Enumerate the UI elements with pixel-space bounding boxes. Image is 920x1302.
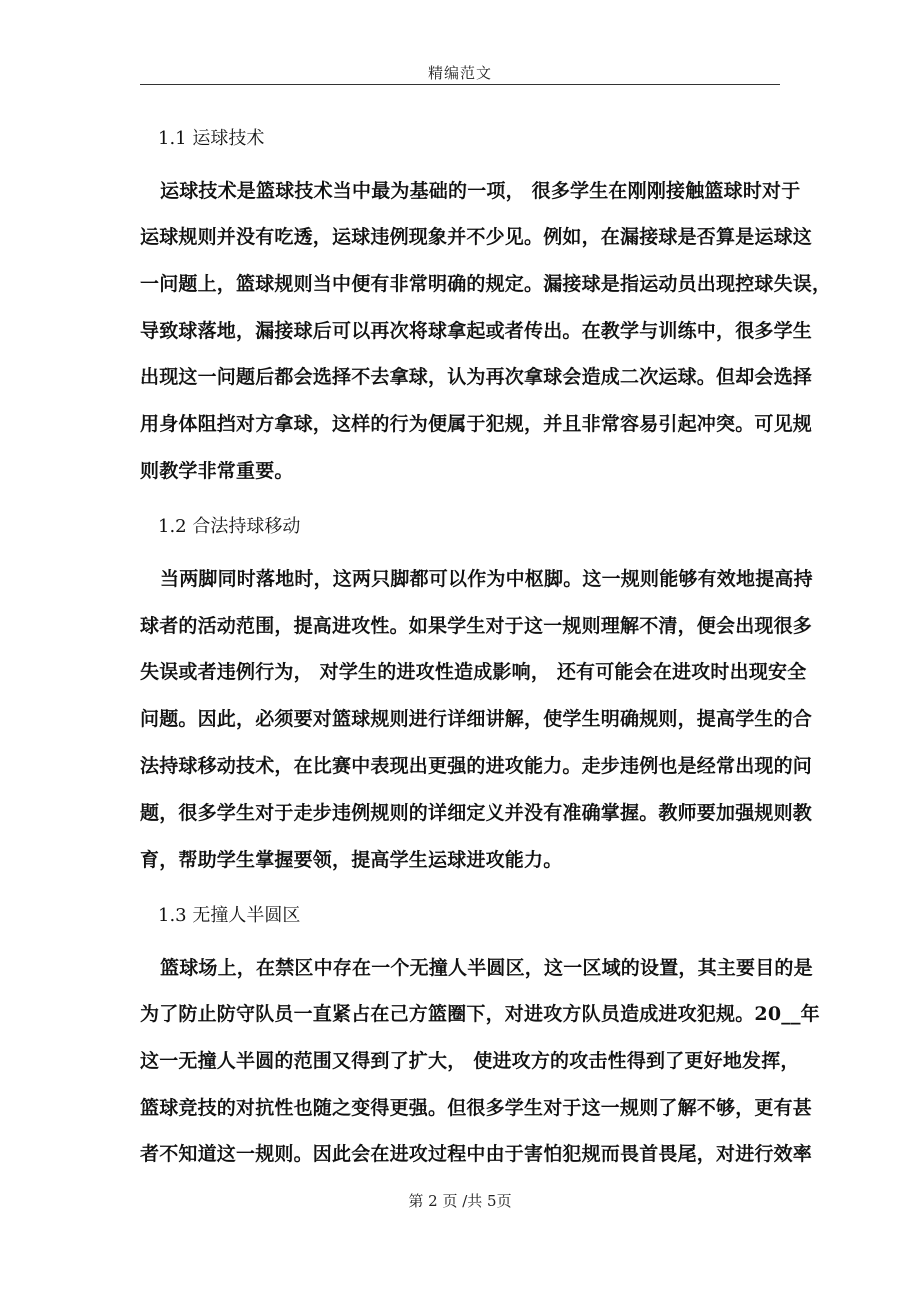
page-header: 精编范文 [427, 64, 492, 82]
paragraph-line: 这一无撞人半圆的范围又得到了扩大， 使进攻方的攻击性得到了更好地发挥， [140, 1050, 800, 1072]
paragraph-line: 题，很多学生对于走步违例规则的详细定义并没有准确掌握。教师要加强规则教 [140, 802, 813, 824]
paragraph-line: 运球规则并没有吃透，运球违例现象并不少见。例如，在漏接球是否算是运球这 [140, 226, 813, 248]
section-heading-1-3: 1.3 无撞人半圆区 [158, 905, 301, 926]
paragraph-line: 问题。因此，必须要对篮球规则进行详细讲解，使学生明确规则，提高学生的合 [140, 708, 813, 730]
paragraph-line: 运球技术是篮球技术当中最为基础的一项， 很多学生在刚刚接触篮球时对于 [160, 180, 801, 202]
paragraph-line: 出现这一问题后都会选择不去拿球，认为再次拿球会造成二次运球。但却会选择 [140, 366, 813, 388]
page-footer: 第 2 页 /共 5页 [408, 1192, 512, 1210]
paragraph-line: 篮球场上，在禁区中存在一个无撞人半圆区，这一区域的设置，其主要目的是 [160, 957, 813, 979]
paragraph-line: 当两脚同时落地时，这两只脚都可以作为中枢脚。这一规则能够有效地提高持 [160, 568, 813, 590]
paragraph-line: 用身体阻挡对方拿球，这样的行为便属于犯规，并且非常容易引起冲突。可见规 [140, 413, 813, 435]
header-divider [140, 84, 780, 85]
paragraph-line: 失误或者违例行为， 对学生的进攻性造成影响， 还有可能会在进攻时出现安全 [140, 661, 807, 683]
section-heading-1-1: 1.1 运球技术 [158, 128, 265, 149]
paragraph-line: 为了防止防守队员一直紧占在己方篮圈下，对进攻方队员造成进攻犯规。20__年 [140, 1003, 820, 1025]
paragraph-line: 球者的活动范围，提高进攻性。如果学生对于这一规则理解不清，便会出现很多 [140, 615, 813, 637]
section-heading-1-2: 1.2 合法持球移动 [158, 516, 301, 537]
paragraph-line: 篮球竞技的对抗性也随之变得更强。但很多学生对于这一规则了解不够，更有甚 [140, 1097, 813, 1119]
paragraph-line: 则教学非常重要。 [140, 460, 294, 482]
paragraph-line: 导致球落地，漏接球后可以再次将球拿起或者传出。在教学与训练中，很多学生 [140, 320, 813, 342]
paragraph-line: 育，帮助学生掌握要领，提高学生运球进攻能力。 [140, 849, 563, 871]
paragraph-line: 法持球移动技术，在比赛中表现出更强的进攻能力。走步违例也是经常出现的问 [140, 755, 813, 777]
paragraph-line: 一问题上，篮球规则当中便有非常明确的规定。漏接球是指运动员出现控球失误， [140, 273, 832, 295]
paragraph-line: 者不知道这一规则。因此会在进攻过程中由于害怕犯规而畏首畏尾，对进行效率 [140, 1143, 813, 1165]
